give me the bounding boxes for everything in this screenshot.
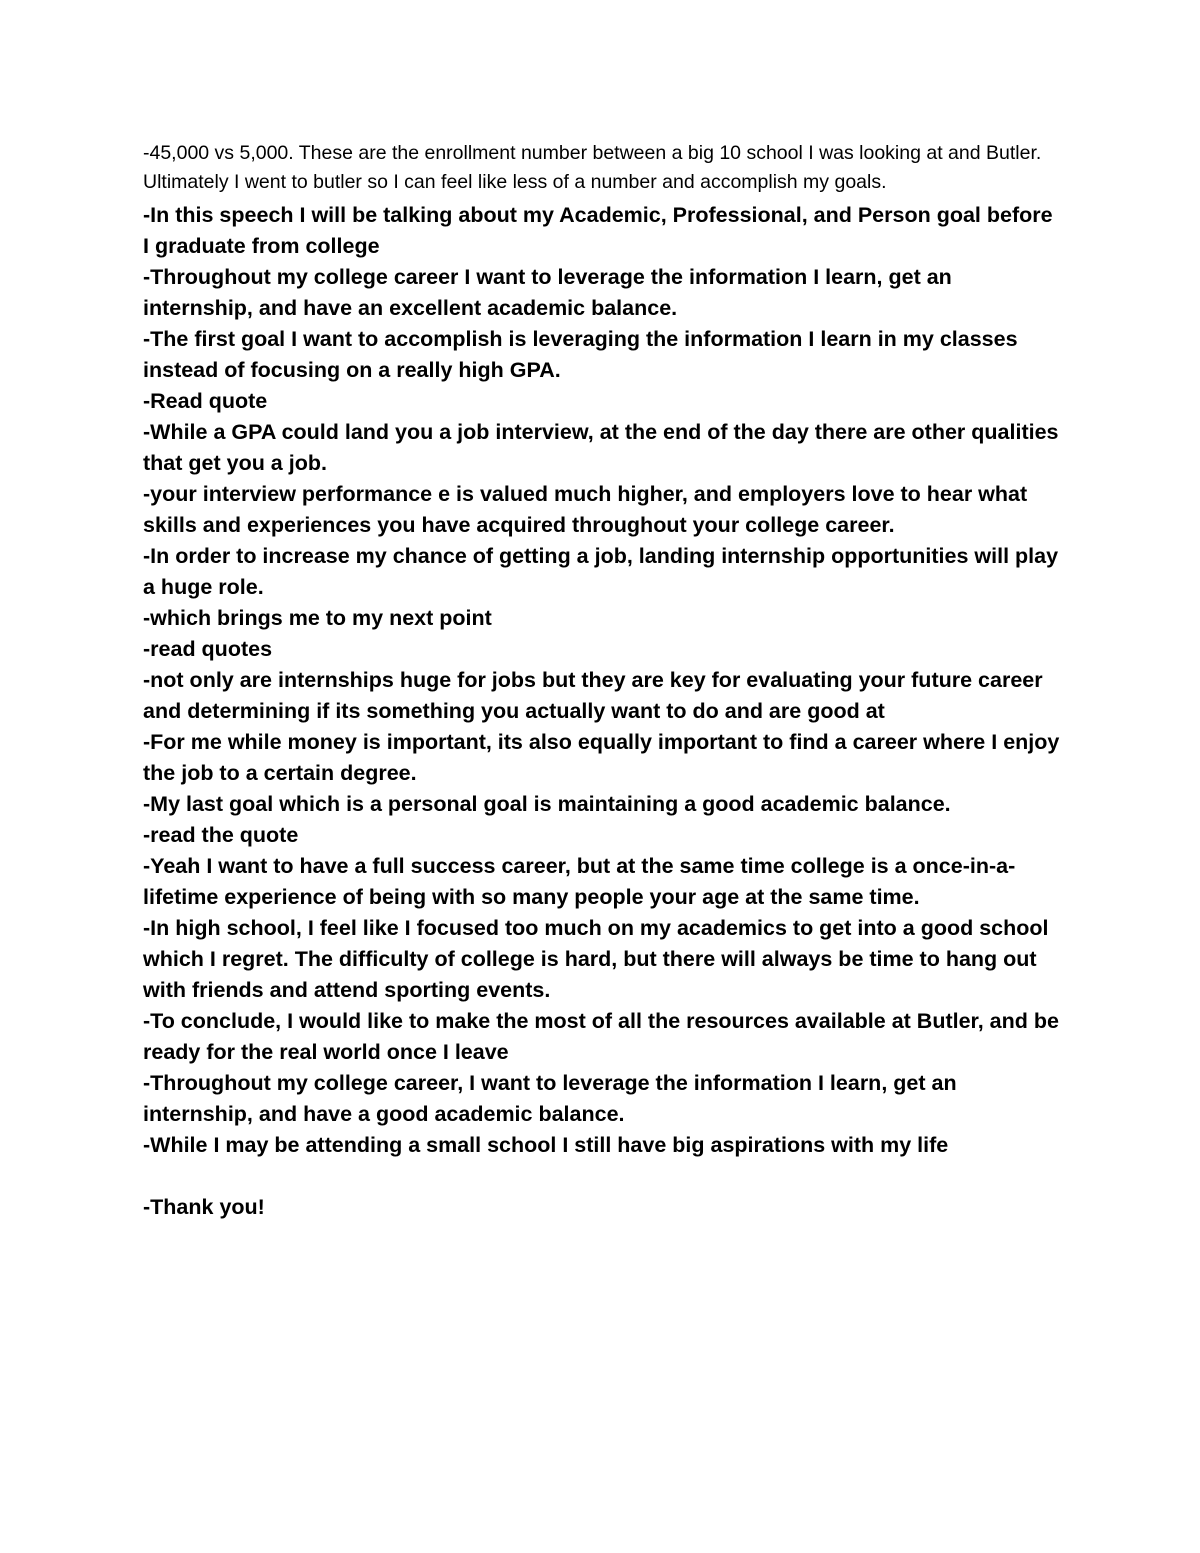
speech-line: -In order to increase my chance of getting a job, landing internship opportunities will play a huge role. — [143, 544, 1059, 599]
speech-line: -In this speech I will be talking about my Academic, Professional, and Person goal before I graduate from college — [143, 203, 1053, 258]
document-page — [143, 139, 1063, 1223]
speech-line: -your interview performance e is valued much higher, and employers love to hear what skills and experiences you have acquired throughout your college career. — [143, 482, 1028, 537]
speech-line: -For me while money is important, its also equally important to find a career where I enjoy the job to a certain degree. — [143, 730, 1060, 785]
speech-lines — [143, 200, 1063, 1161]
closing-line: -Thank you! — [143, 1195, 265, 1219]
speech-line: -which brings me to my next point — [143, 606, 492, 630]
intro-paragraph: -45,000 vs 5,000. These are the enrollment number between a big 10 school I was looking at and Butler. Ultimately I went to butler so I can feel like less of a number and accomplish my goals. — [143, 142, 1042, 193]
speech-line: -Throughout my college career, I want to leverage the information I learn, get an internship, and have a good academic balance. — [143, 1071, 957, 1126]
speech-line: -read the quote — [143, 823, 299, 847]
speech-line: -Yeah I want to have a full success career, but at the same time college is a once-in-a-lifetime experience of being with so many people your age at the same time. — [143, 854, 1016, 909]
speech-line: -read quotes — [143, 637, 273, 661]
speech-line: -While I may be attending a small school I still have big aspirations with my life — [143, 1133, 949, 1157]
speech-line: -While a GPA could land you a job interview, at the end of the day there are other qualities that get you a job. — [143, 420, 1059, 475]
speech-line: -In high school, I feel like I focused too much on my academics to get into a good school which I regret. The difficulty of college is hard, but there will always be time to hang out with friends and attend sporting events. — [143, 916, 1049, 1002]
speech-line: -The first goal I want to accomplish is leveraging the information I learn in my classes instead of focusing on a really high GPA. — [143, 327, 1018, 382]
speech-line: -not only are internships huge for jobs but they are key for evaluating your future career and determining if its something you actually want to do and are good at — [143, 668, 1043, 723]
speech-line: -My last goal which is a personal goal is maintaining a good academic balance. — [143, 792, 951, 816]
speech-line: -Read quote — [143, 389, 268, 413]
speech-line: -To conclude, I would like to make the most of all the resources available at Butler, and be ready for the real world once I leave — [143, 1009, 1059, 1064]
speech-line: -Throughout my college career I want to leverage the information I learn, get an internship, and have an excellent academic balance. — [143, 265, 952, 320]
